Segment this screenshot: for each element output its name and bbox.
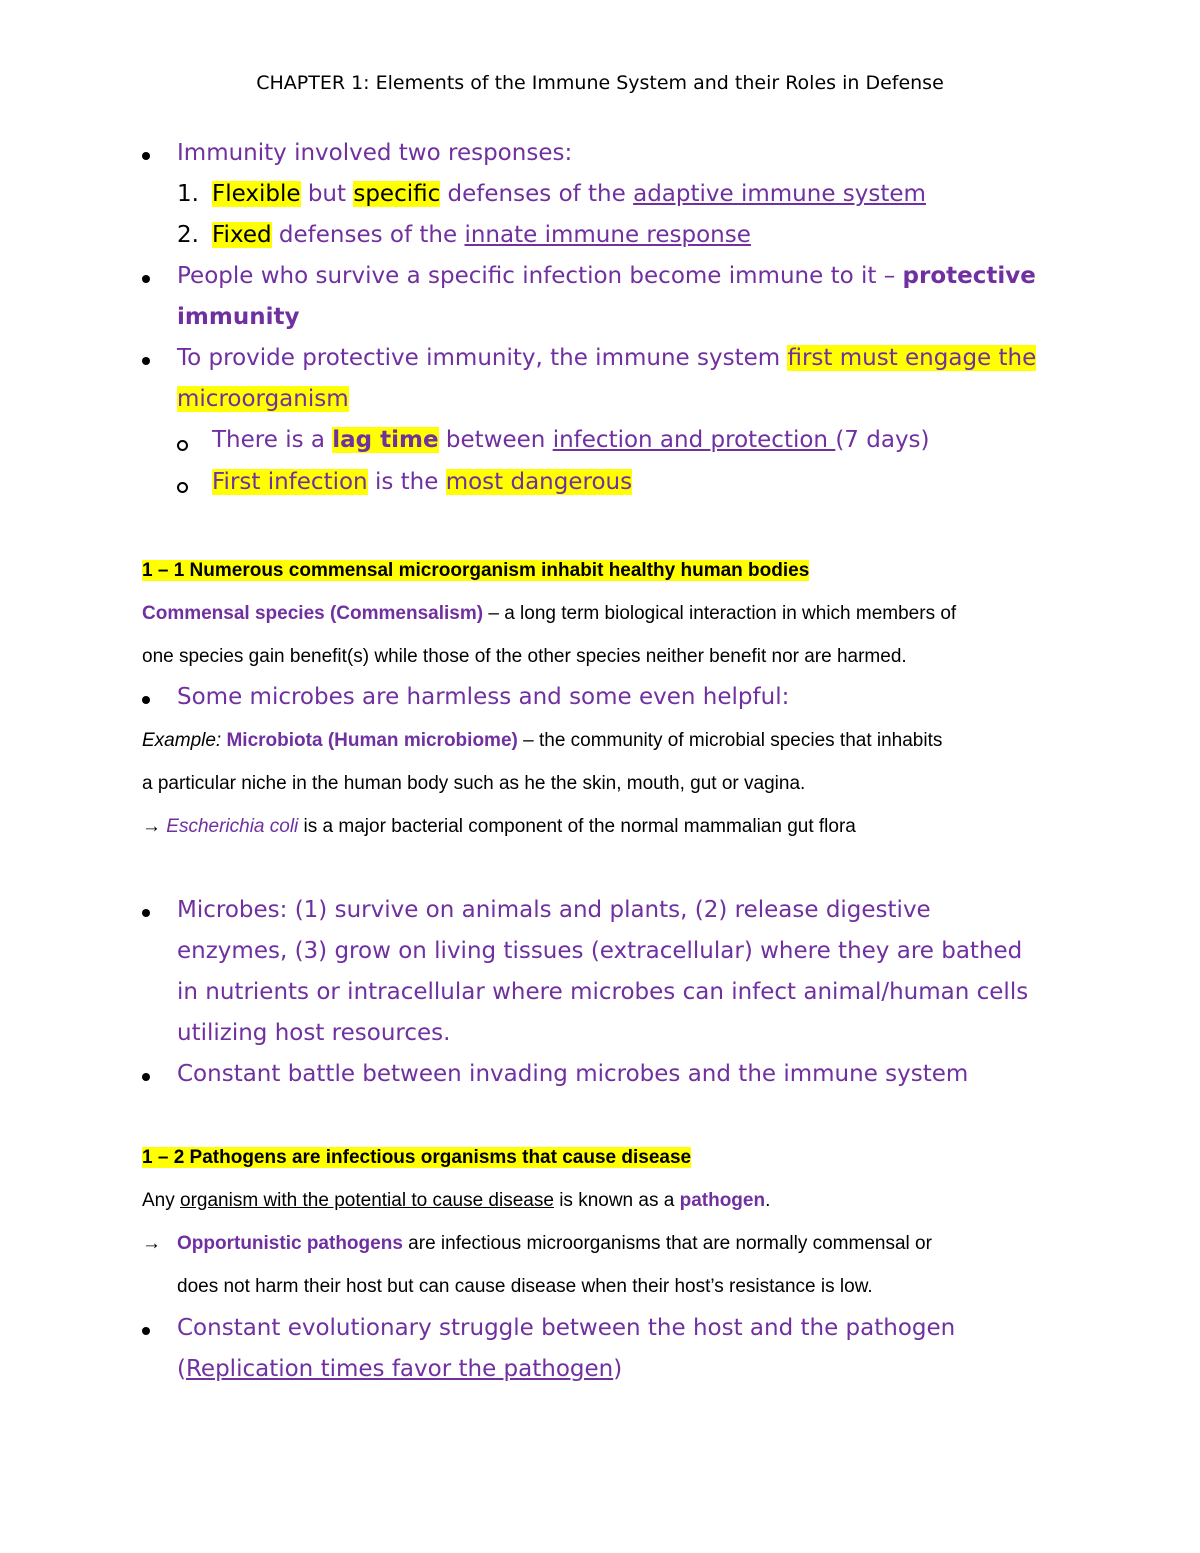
intro-bullet-3 <box>177 345 1036 371</box>
list-number-2: 2. <box>177 222 199 248</box>
term-microbiota: Microbiota (Human microbiome) <box>221 730 518 751</box>
text-span: ( <box>177 1356 186 1382</box>
pathogen-def-line <box>142 1190 770 1212</box>
intro-bullet-3-cont <box>177 386 349 412</box>
intro-bullet-1: Immunity involved two responses: <box>177 140 573 166</box>
heading-text: 1 – 1 Numerous commensal microorganism inhabit healthy human bodies <box>142 560 810 581</box>
sub-bullet-1 <box>212 427 930 453</box>
intro-bullet-2-cont: immunity <box>177 304 300 330</box>
text-span: – a long term biological interaction in which members of <box>483 603 957 624</box>
highlight-flexible: Flexible <box>212 181 301 207</box>
innate-immune-response-text: innate immune response <box>464 222 751 248</box>
text-span: are infectious microorganisms that are normally commensal or <box>402 1233 932 1254</box>
list-number-1: 1. <box>177 181 199 207</box>
struggle-line-1: Constant evolutionary struggle between the host and the pathogen <box>177 1315 956 1341</box>
microbes-line-1: Microbes: (1) survive on animals and plants, (2) release digestive <box>177 897 931 923</box>
opportunistic-line-2: does not harm their host but can cause disease when their host’s resistance is low. <box>177 1276 873 1297</box>
intro-bullet-2 <box>177 263 1036 289</box>
underlined-text: Replication times favor the pathogen <box>185 1356 614 1382</box>
microbes-line-2: enzymes, (3) grow on living tissues (extracellular) where they are bathed <box>177 938 1023 964</box>
text-span: is the <box>367 469 446 495</box>
text-span: is known as a <box>553 1190 680 1211</box>
highlight-fixed: Fixed <box>212 222 272 248</box>
page-title: CHAPTER 1: Elements of the Immune System and their Roles in Defense <box>256 72 944 94</box>
text-span: Any <box>142 1190 181 1211</box>
battle-line: Constant battle between invading microbes and the immune system <box>177 1061 969 1087</box>
numbered-item-2 <box>212 222 751 248</box>
highlight-lag-time: lag time <box>332 427 439 453</box>
heading-text: 1 – 2 Pathogens are infectious organisms that cause disease <box>142 1147 692 1168</box>
example-line-2: a particular niche in the human body such as he the skin, mouth, gut or vagina. <box>142 773 806 794</box>
section1-bullet: Some microbes are harmless and some even helpful: <box>177 684 790 710</box>
text-span: People who survive a specific infection become immune to it – <box>177 263 903 289</box>
example-line-1 <box>142 730 942 752</box>
text-span: (7 days) <box>835 427 930 453</box>
term-ecoli: Escherichia coli <box>166 816 299 837</box>
example-label: Example: <box>142 730 222 751</box>
text-span: To provide protective immunity, the immune system <box>177 345 788 371</box>
text-span: is a major bacterial component of the normal mammalian gut flora <box>298 816 856 837</box>
definition-line-1 <box>142 603 956 625</box>
text-span: ) <box>613 1356 623 1382</box>
term-pathogen: pathogen <box>679 1190 766 1211</box>
bullet-dot <box>142 152 150 160</box>
bullet-dot <box>142 1073 150 1081</box>
microbes-line-3: in nutrients or intracellular where microbes can infect animal/human cells <box>177 979 1029 1005</box>
underlined-text: infection and protection <box>552 427 836 453</box>
ecoli-line <box>142 816 856 838</box>
bullet-dot <box>142 696 150 704</box>
highlight-first-infection: First infection <box>212 469 368 495</box>
bullet-dot <box>142 909 150 917</box>
bold-text: protective <box>902 263 1036 289</box>
section-heading-2 <box>142 1147 691 1169</box>
section-heading-1 <box>142 560 809 582</box>
hollow-bullet <box>177 440 188 451</box>
struggle-line-2 <box>177 1356 622 1382</box>
text-span: There is a <box>212 427 333 453</box>
bullet-dot <box>142 275 150 283</box>
definition-line-2: one species gain benefit(s) while those of the other species neither benefit nor are harmed. <box>142 646 907 667</box>
text-span: defenses of the <box>271 222 465 248</box>
bullet-dot <box>142 357 150 365</box>
opportunistic-line-1 <box>142 1233 932 1255</box>
arrow-icon: → <box>142 1233 161 1254</box>
highlight-microorganism: microorganism <box>177 386 349 412</box>
highlight-most-dangerous: most dangerous <box>445 469 633 495</box>
text-span: between <box>438 427 553 453</box>
highlight-specific: specific <box>353 181 441 207</box>
highlight-engage: first must engage the <box>787 345 1037 371</box>
sub-bullet-2 <box>212 469 632 495</box>
numbered-item-1 <box>212 181 926 207</box>
term-opportunistic: Opportunistic pathogens <box>177 1233 403 1254</box>
microbes-line-4: utilizing host resources. <box>177 1020 451 1046</box>
text-span: but <box>300 181 354 207</box>
text-span: – the community of microbial species that inhabits <box>517 730 943 751</box>
bullet-dot <box>142 1327 150 1335</box>
arrow-icon: → <box>142 816 167 837</box>
term-commensal: Commensal species (Commensalism) <box>142 603 484 624</box>
underlined-text: organism with the potential to cause disease <box>180 1190 554 1211</box>
text-span: defenses of the <box>440 181 634 207</box>
hollow-bullet <box>177 482 188 493</box>
adaptive-immune-system-text: adaptive immune system <box>633 181 926 207</box>
text-span: . <box>765 1190 771 1211</box>
